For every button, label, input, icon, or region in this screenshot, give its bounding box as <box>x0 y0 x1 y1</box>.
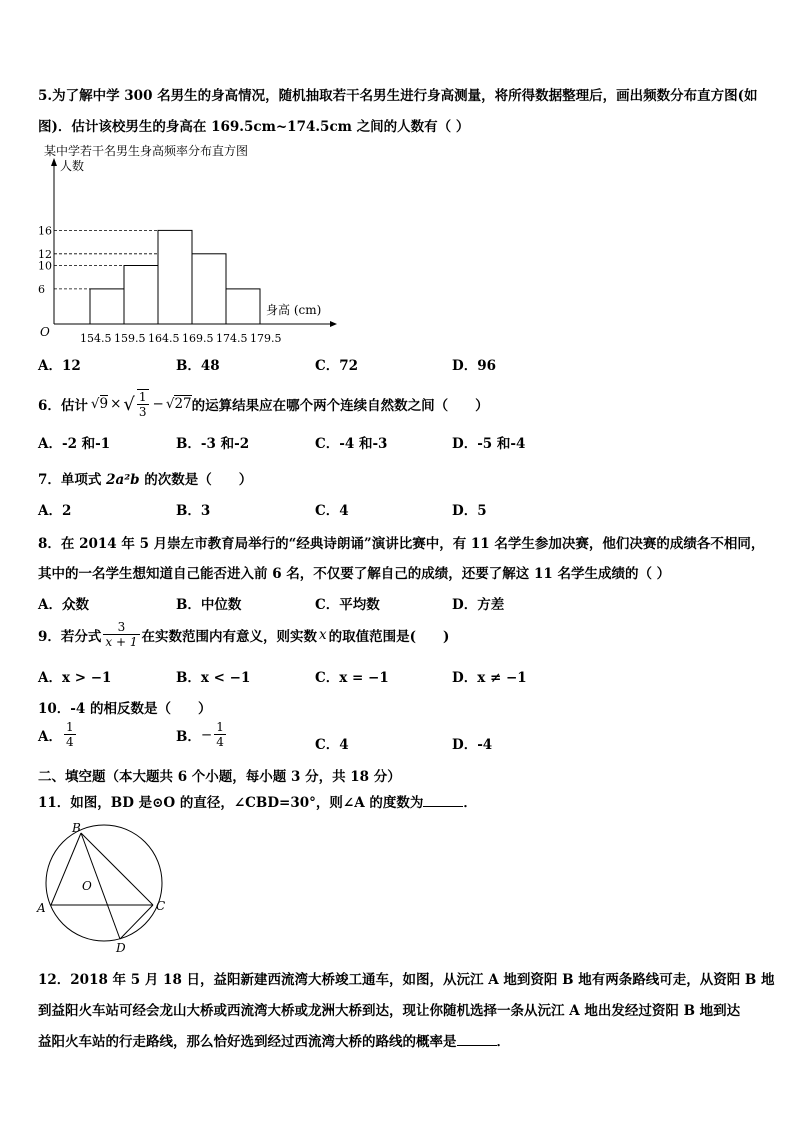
label-a: A <box>37 901 46 915</box>
q10-option-b-frac <box>214 720 226 749</box>
q10-option-a <box>38 720 78 749</box>
q10-stem: 10．-4 的相反数是（ ） <box>38 701 212 717</box>
q9-option-a: A．x > −1 <box>38 670 112 686</box>
label-b: B <box>72 821 81 835</box>
x-axis-arrow <box>330 321 337 327</box>
q11-answer-blank <box>423 794 463 807</box>
q12-end: ． <box>496 1034 510 1050</box>
q7-expr: 2a²b <box>106 472 140 488</box>
q9-option-d: D．x ≠ −1 <box>452 670 527 686</box>
q5-line2: 图)．估计该校男生的身高在 169.5cm~174.5cm 之间的人数有（ ） <box>38 119 470 135</box>
q5-line1: 5.为了解中学 300 名男生的身高情况，随机抽取若干名男生进行身高测量，将所得数据整理后，画出频数分布直方图(如 <box>38 88 758 104</box>
q9-prefix: 9．若分式 <box>38 628 102 645</box>
q7-option-c: C．4 <box>315 503 349 519</box>
q12-line1: 12．2018 年 5 月 18 日，益阳新建西流湾大桥竣工通车，如图，从沅江 A 地到资阳 B 地有两条路线可走，从资阳 B 地 <box>38 972 775 988</box>
q9-suffix2: 的取值范围是( ) <box>328 628 450 645</box>
minus-sign: − <box>152 396 164 412</box>
histogram-bar <box>158 230 192 324</box>
q6-option-c: C．-4 和-3 <box>315 436 388 452</box>
q12-line3: 益阳火车站的行走路线，那么恰好选到经过西流湾大桥的路线的概率是 <box>38 1034 457 1050</box>
q8-option-d: D．方差 <box>452 597 505 613</box>
x-tick-label: 154.5 <box>80 332 112 345</box>
sqrt-9-radicand: 9 <box>99 396 109 412</box>
x-tick-label: 179.5 <box>250 332 282 345</box>
sqrt-frac-radical: √ <box>123 393 135 415</box>
y-tick-6: 6 <box>38 282 45 296</box>
sqrt-9: √9 <box>90 396 109 412</box>
origin-label: O <box>40 325 50 339</box>
times-sign: × <box>110 396 122 412</box>
q6-option-a: A．-2 和-1 <box>38 436 111 452</box>
q10-a-num: 1 <box>65 720 74 734</box>
q7-option-b: B．3 <box>176 503 211 519</box>
q10-option-a-frac <box>64 720 76 749</box>
q9-frac-den: x + 1 <box>105 635 138 649</box>
sqrt-27-radicand: 27 <box>174 396 192 412</box>
q6-suffix: 的运算结果应在哪个两个连续自然数之间（ ） <box>191 398 489 414</box>
y-axis-label: 人数 <box>60 159 85 173</box>
q7-option-a: A．2 <box>38 503 72 519</box>
histogram-chart <box>30 156 360 346</box>
q7-prefix: 7．单项式 <box>38 472 107 488</box>
q10-option-c: C．4 <box>315 737 349 753</box>
chord-ab <box>51 833 81 905</box>
q10-option-d: D．-4 <box>452 737 493 753</box>
q10-option-b-sign: − <box>200 726 213 743</box>
x-tick-label: 169.5 <box>182 332 214 345</box>
q12-line3-wrap <box>38 1030 510 1050</box>
section-heading: 二、填空题（本大题共 6 个小题，每小题 3 分，共 18 分） <box>38 769 401 785</box>
chord-dc <box>120 905 153 939</box>
q10-option-a-label: A． <box>38 728 62 745</box>
q8-option-b: B．中位数 <box>176 597 242 613</box>
histogram-bar <box>124 266 158 325</box>
chord-bc <box>81 833 153 905</box>
q6-frac-den: 3 <box>138 405 147 419</box>
x-tick-label: 174.5 <box>216 332 248 345</box>
q11-stem <box>38 791 477 811</box>
circle-diagram <box>32 820 172 955</box>
q11-end: ． <box>463 795 477 811</box>
q12-line2: 到益阳火车站可经会龙山大桥或西流湾大桥或龙洲大桥到达，现让你随机选择一条从沅江 A 地出发经过资阳 B 地到达 <box>38 1003 741 1019</box>
q10-b-den: 4 <box>216 735 224 749</box>
q8-line1: 8．在 2014 年 5 月崇左市教育局举行的“经典诗朗诵”演讲比赛中，有 11 名学生参加决赛，他们决赛的成绩各不相同， <box>38 536 765 552</box>
y-tick-16: 16 <box>38 224 52 238</box>
q6-option-d: D．-5 和-4 <box>452 436 526 452</box>
q10-option-b-label: B． <box>176 728 201 745</box>
q5-option-d: D．96 <box>452 358 496 374</box>
label-o: O <box>82 879 92 893</box>
q10-b-num: 1 <box>216 720 224 734</box>
q11-text: 11．如图，BD 是⊙O 的直径，∠CBD=30°，则∠A 的度数为 <box>38 795 424 811</box>
q9-fraction <box>103 620 139 649</box>
sqrt-27: √27 <box>165 396 192 412</box>
q8-option-c: C．平均数 <box>315 597 380 613</box>
q10-a-den: 4 <box>65 735 74 749</box>
q9-suffix: 在实数范围内有意义，则实数 <box>141 628 317 645</box>
circle-o <box>46 825 162 941</box>
y-tick-10: 10 <box>38 259 52 273</box>
q8-option-a: A．众数 <box>38 597 89 613</box>
q7-option-d: D．5 <box>452 503 487 519</box>
q6-prefix: 6．估计 <box>38 398 88 414</box>
q10-option-b <box>176 720 228 749</box>
y-tick-12: 12 <box>38 247 52 261</box>
q9-var: x <box>319 626 327 643</box>
q9-stem <box>38 620 449 649</box>
histogram-bar <box>226 289 260 324</box>
y-axis-arrow <box>51 158 57 166</box>
label-d: D <box>116 941 126 955</box>
histogram-bar <box>192 254 226 324</box>
q9-option-b: B．x < −1 <box>176 670 251 686</box>
q5-option-c: C．72 <box>315 358 359 374</box>
q12-answer-blank <box>457 1033 497 1046</box>
x-tick-label: 164.5 <box>148 332 180 345</box>
q5-option-a: A．12 <box>38 358 81 374</box>
chart-title: 某中学若干名男生身高频率分布直方图 <box>44 144 249 158</box>
q7-suffix: 的次数是（ ） <box>139 472 253 488</box>
q6-fraction <box>137 389 149 419</box>
histogram-bar <box>90 289 124 324</box>
q9-option-c: C．x = −1 <box>315 670 389 686</box>
q8-line2: 其中的一名学生想知道自己能否进入前 6 名，不仅要了解自己的成绩，还要了解这 11 名学生成绩的（ ） <box>38 566 671 582</box>
q6-frac-num: 1 <box>138 390 147 404</box>
label-c: C <box>156 899 166 913</box>
x-tick-label: 159.5 <box>114 332 146 345</box>
q5-option-b: B．48 <box>176 358 220 374</box>
q7-stem <box>38 468 252 488</box>
q6-stem <box>38 389 489 419</box>
x-axis-label: 身高 (cm) <box>266 303 322 317</box>
q6-option-b: B．-3 和-2 <box>176 436 250 452</box>
q9-frac-num: 3 <box>103 620 139 635</box>
